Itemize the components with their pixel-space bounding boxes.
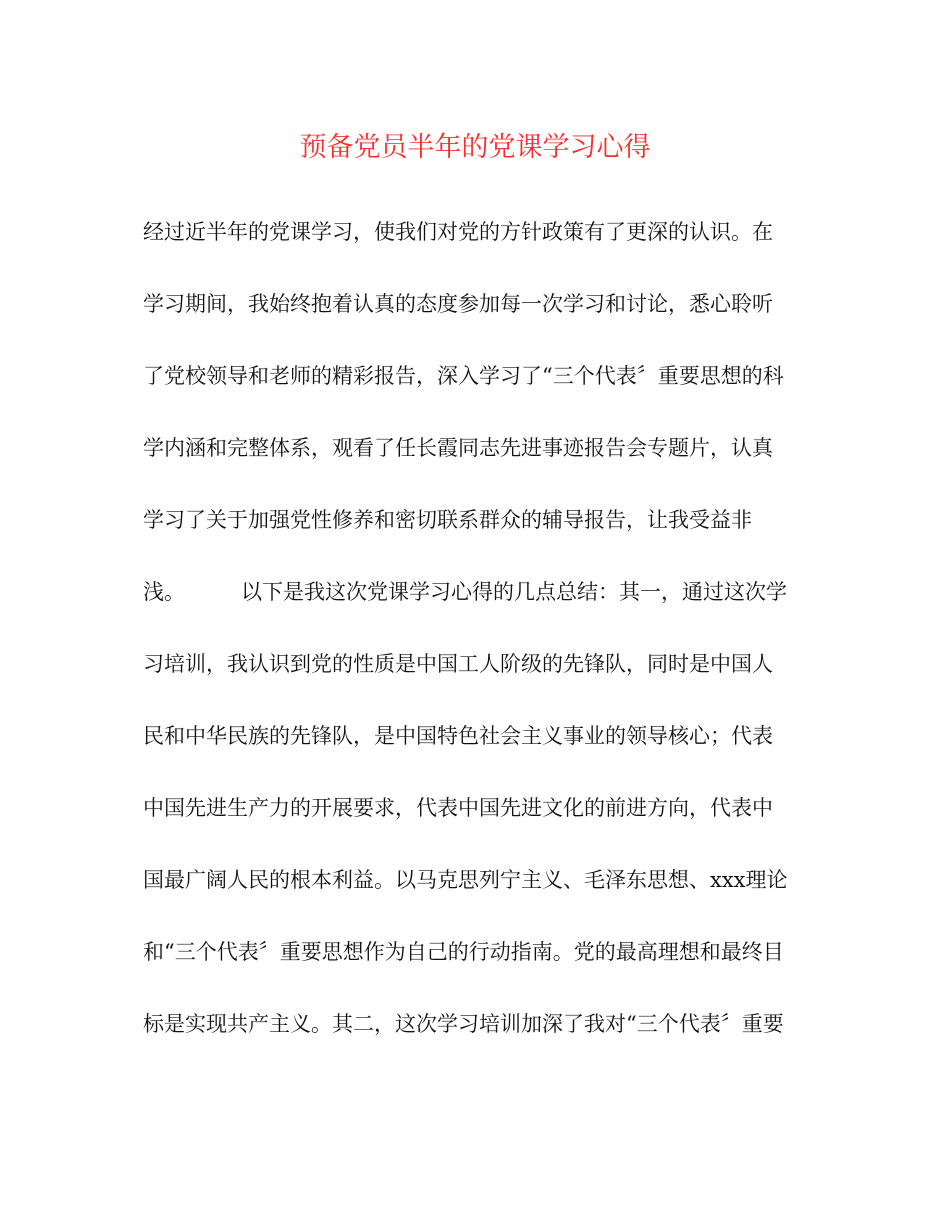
- body-line-2: 学习期间，我始终抱着认真的态度参加每一次学习和讨论，悉心聆听: [143, 292, 773, 316]
- document-title: 预备党员半年的党课学习心得: [299, 132, 651, 163]
- body-line-3: 了党校领导和老师的精彩报告，深入学习了“三个代表〞重要思想的科: [143, 364, 784, 388]
- body-line-6: [143, 574, 823, 610]
- body-line-7: 习培训，我认识到党的性质是中国工人阶级的先锋队，同时是中国人: [143, 652, 773, 676]
- body-line-1: 经过近半年的党课学习，使我们对党的方针政策有了更深的认识。在: [143, 220, 773, 244]
- body-line-5: 学习了关于加强党性修养和密切联系群众的辅导报告，让我受益非: [143, 508, 752, 532]
- body-line-6-paragraph-start: 以下是我这次党课学习心得的几点总结：其一，通过这次学: [241, 580, 787, 604]
- body-line-11: 和“三个代表〞重要思想作为自己的行动指南。党的最高理想和最终目: [143, 940, 784, 964]
- body-line-10: 国最广阔人民的根本利益。以马克思列宁主义、毛泽东思想、xxx理论: [143, 868, 788, 892]
- body-line-12: 标是实现共产主义。其二，这次学习培训加深了我对“三个代表〞重要: [143, 1012, 784, 1036]
- body-line-6-paragraph-end: 浅。: [143, 580, 185, 604]
- body-line-8: 民和中华民族的先锋队，是中国特色社会主义事业的领导核心；代表: [143, 724, 773, 748]
- body-line-4: 学内涵和完整体系，观看了任长霞同志先进事迹报告会专题片，认真: [143, 436, 773, 460]
- body-line-9: 中国先进生产力的开展要求，代表中国先进文化的前进方向，代表中: [143, 796, 773, 820]
- document-body: [143, 214, 823, 1078]
